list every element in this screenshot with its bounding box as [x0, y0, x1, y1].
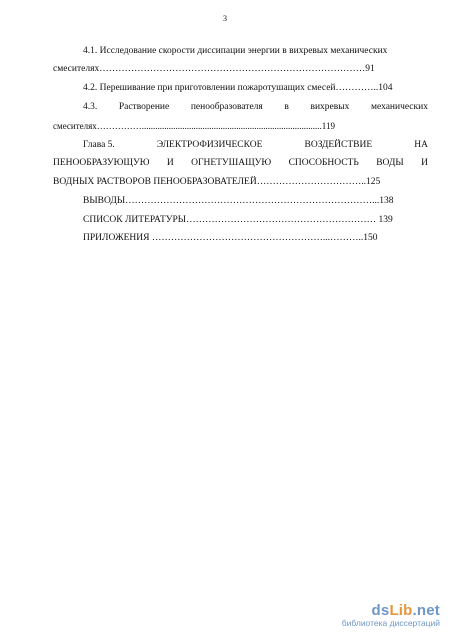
- watermark-logo-ds: ds: [371, 602, 390, 619]
- watermark-logo-lib: Lib: [389, 602, 413, 619]
- toc-entry-chapter-5-cont: [53, 157, 428, 169]
- toc-entry-bibliography: СПИСОК ЛИТЕРАТУРЫ…………………………………………………… 139: [83, 215, 393, 225]
- watermark: [330, 602, 440, 628]
- toc-entry-4-2: 4.2. Перешивание при приготовлении пожаротушащих смесей…………..104: [83, 83, 393, 93]
- toc-word: пенообразователя: [190, 102, 263, 112]
- toc-entry-appendices: ПРИЛОЖЕНИЯ ………………………………………………...………..150: [83, 233, 378, 243]
- toc-word: ПЕНООБРАЗУЮЩУЮ: [53, 158, 150, 168]
- toc-word: СПОСОБНОСТЬ: [288, 158, 359, 168]
- toc-entry-4-3-cont: смесителях……………................................................................................119: [53, 121, 335, 131]
- toc-word: ЭЛЕКТРОФИЗИЧЕСКОЕ: [156, 140, 263, 150]
- toc-word: ВОЗДЕЙСТВИЕ: [304, 140, 373, 150]
- watermark-subtitle: библиотека диссертаций: [341, 618, 440, 628]
- toc-word: 4.3.: [83, 102, 98, 112]
- toc-word: механических: [370, 102, 428, 112]
- toc-entry-chapter-5: [83, 139, 428, 151]
- toc-entry-conclusions: ВЫВОДЫ……………………………………………………………………...138: [83, 196, 394, 206]
- watermark-logo: [330, 602, 440, 619]
- toc-entry-chapter-5-end: ВОДНЫХ РАСТВОРОВ ПЕНООБРАЗОВАТЕЛЕЙ……………………………..125: [53, 177, 381, 187]
- toc-word: ВОДЫ: [376, 158, 404, 168]
- toc-word: И: [166, 158, 174, 168]
- toc-word: вихревых: [310, 102, 350, 112]
- toc-word: ОГНЕТУШАЩУЮ: [191, 158, 272, 168]
- page-number: 3: [223, 14, 227, 23]
- watermark-logo-net: .net: [412, 602, 440, 619]
- toc-word: НА: [414, 140, 428, 150]
- toc-entry-4-1-cont: смесителях…………………………………………………………………………91: [53, 64, 375, 74]
- toc-entry-4-3: [83, 101, 428, 113]
- toc-entry-4-1: 4.1. Исследование скорости диссипации энергии в вихревых механических: [83, 46, 388, 56]
- toc-word: в: [284, 102, 289, 112]
- toc-word: И: [421, 158, 428, 168]
- toc-word: Глава 5.: [83, 140, 115, 150]
- toc-word: Растворение: [118, 102, 170, 112]
